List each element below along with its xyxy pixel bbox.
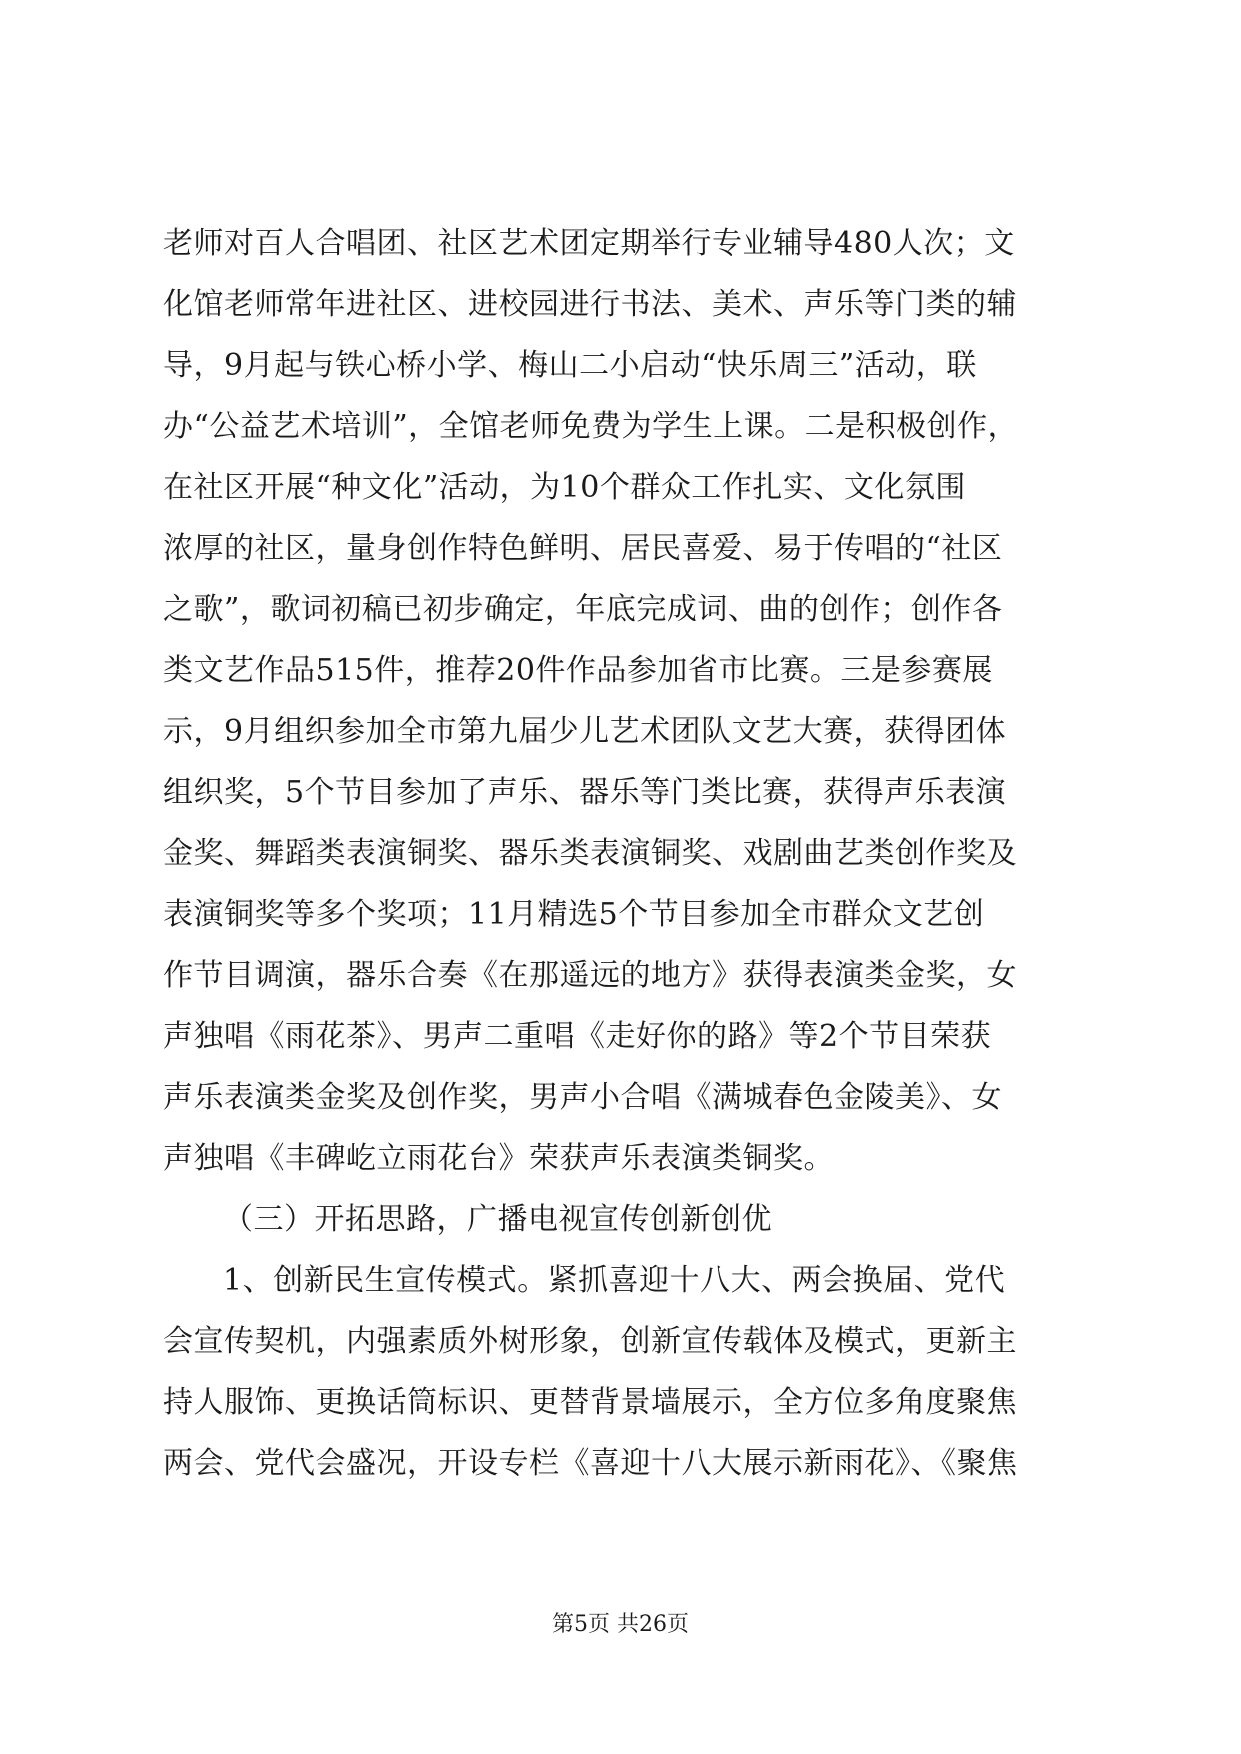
paragraph-line: 之歌”，歌词初稿已初步确定，年底完成词、曲的创作；创作各 [163, 592, 1003, 627]
paragraph-line: 声独唱《丰碑屹立雨花台》荣获声乐表演类铜奖。 [163, 1141, 834, 1176]
paragraph-line: 声乐表演类金奖及创作奖，男声小合唱《满城春色金陵美》、女 [163, 1080, 1002, 1115]
paragraph-line: 组织奖，5个节目参加了声乐、器乐等门类比赛，获得声乐表演 [163, 775, 1007, 810]
paragraph-line: 在社区开展“种文化”活动，为10个群众工作扎实、文化氛围 [163, 470, 966, 505]
paragraph-line: 化馆老师常年进社区、进校园进行书法、美术、声乐等门类的辅 [163, 287, 1017, 322]
paragraph-line: 类文艺作品515件，推荐20件作品参加省市比赛。三是参赛展 [163, 653, 993, 688]
paragraph-line: 持人服饰、更换话筒标识、更替背景墙展示，全方位多角度聚焦 [163, 1385, 1017, 1420]
paragraph-line: 老师对百人合唱团、社区艺术团定期举行专业辅导480人次；文 [163, 226, 1015, 261]
paragraph-line: 1、创新民生宣传模式。紧抓喜迎十八大、两会换届、党代 [223, 1263, 1006, 1298]
page-number-label: 第5页 共26页 [552, 1612, 689, 1637]
paragraph-line: 会宣传契机，内强素质外树形象，创新宣传载体及模式，更新主 [163, 1324, 1017, 1359]
paragraph-line: 声独唱《雨花茶》、男声二重唱《走好你的路》等2个节目荣获 [163, 1019, 992, 1054]
paragraph-line: 表演铜奖等多个奖项；11月精选5个节目参加全市群众文艺创 [163, 897, 985, 932]
page-footer [0, 1610, 1241, 1640]
section-heading: （三）开拓思路，广播电视宣传创新创优 [223, 1202, 772, 1237]
paragraph-line: 浓厚的社区，量身创作特色鲜明、居民喜爱、易于传唱的“社区 [163, 531, 1003, 566]
paragraph-line: 作节目调演，器乐合奏《在那遥远的地方》获得表演类金奖，女 [163, 958, 1017, 993]
document-body [163, 213, 1083, 1494]
paragraph-line: 办“公益艺术培训”，全馆老师免费为学生上课。二是积极创作， [163, 409, 1019, 444]
paragraph-line: 导，9月起与铁心桥小学、梅山二小启动“快乐周三”活动，联 [163, 348, 977, 383]
paragraph-line: 两会、党代会盛况，开设专栏《喜迎十八大展示新雨花》、《聚焦 [163, 1446, 1018, 1481]
paragraph-line: 示，9月组织参加全市第九届少儿艺术团队文艺大赛，获得团体 [163, 714, 1007, 749]
paragraph-line: 金奖、舞蹈类表演铜奖、器乐类表演铜奖、戏剧曲艺类创作奖及 [163, 836, 1017, 871]
